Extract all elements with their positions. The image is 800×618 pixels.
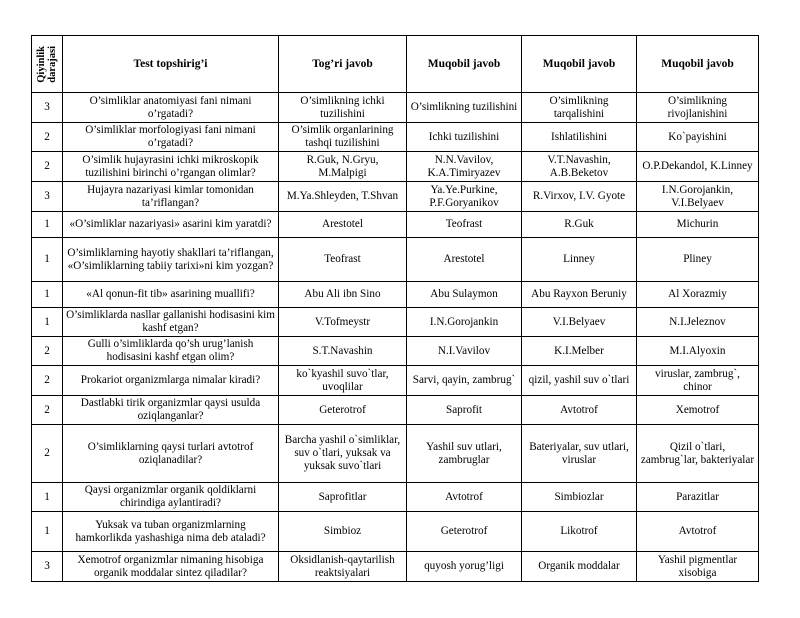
difficulty-cell: 3 [32,552,63,582]
alternative-answer-cell: Ya.Ye.Purkine, P.F.Goryanikov [407,182,522,212]
question-cell: O’simliklar morfologiyasi fani nimani o’rgatadi? [63,123,279,152]
alternative-answer-cell: Al Xorazmiy [637,282,759,308]
alternative-answer-cell: Abu Sulaymon [407,282,522,308]
correct-answer-cell: M.Ya.Shleyden, T.Shvan [279,182,407,212]
difficulty-cell: 2 [32,152,63,182]
alternative-answer-cell: viruslar, zambrug`, chinor [637,366,759,396]
alternative-answer-cell: I.N.Gorojankin [407,308,522,337]
alternative-answer-cell: Parazitlar [637,483,759,512]
question-cell: O’simliklarning qaysi turlari avtotrof oziqlanadilar? [63,425,279,483]
correct-answer-cell: O’simlikning ichki tuzilishini [279,93,407,123]
difficulty-cell: 1 [32,282,63,308]
alternative-answer-cell: N.N.Vavilov, K.A.Timiryazev [407,152,522,182]
question-cell: Gulli o’simliklarda qo’sh urug’lanish hodisasini kashf etgan olim? [63,337,279,366]
difficulty-cell: 3 [32,182,63,212]
alternative-answer-cell: Sarvi, qayin, zambrug` [407,366,522,396]
difficulty-cell: 2 [32,366,63,396]
difficulty-cell: 1 [32,483,63,512]
alternative-answer-cell: Geterotrof [407,512,522,552]
difficulty-cell: 1 [32,212,63,238]
alternative-answer-cell: Pliney [637,238,759,282]
difficulty-cell: 1 [32,238,63,282]
header-alt-3: Muqobil javob [637,36,759,93]
difficulty-cell: 2 [32,337,63,366]
alternative-answer-cell: quyosh yorug’ligi [407,552,522,582]
table-row [32,552,759,582]
correct-answer-cell: Arestotel [279,212,407,238]
difficulty-cell: 1 [32,308,63,337]
question-cell: «O’simliklar nazariyasi» asarini kim yaratdi? [63,212,279,238]
alternative-answer-cell: R.Guk [522,212,637,238]
difficulty-cell: 1 [32,512,63,552]
correct-answer-cell: Simbioz [279,512,407,552]
table-row [32,93,759,123]
correct-answer-cell: Barcha yashil o`simliklar, suv o`tlari, yuksak va yuksak suvo`tlari [279,425,407,483]
header-alt-1: Muqobil javob [407,36,522,93]
correct-answer-cell: Oksidlanish-qaytarilish reaktsiyalari [279,552,407,582]
question-cell: «Al qonun-fit tib» asarining muallifi? [63,282,279,308]
question-cell: O’simliklar anatomiyasi fani nimani o’rgatadi? [63,93,279,123]
table-row [32,337,759,366]
alternative-answer-cell: O’simlikning tuzilishini [407,93,522,123]
header-row [32,36,759,93]
correct-answer-cell: Teofrast [279,238,407,282]
question-cell: Prokariot organizmlarga nimalar kiradi? [63,366,279,396]
alternative-answer-cell: Yashil pigmentlar xisobiga [637,552,759,582]
alternative-answer-cell: Linney [522,238,637,282]
table-row [32,425,759,483]
alternative-answer-cell: Abu Rayxon Beruniy [522,282,637,308]
question-cell: O’simlik hujayrasini ichki mikroskopik tuzilishini birinchi o’rgangan olimlar? [63,152,279,182]
table-row [32,366,759,396]
table-row [32,512,759,552]
alternative-answer-cell: N.I.Vavilov [407,337,522,366]
correct-answer-cell: R.Guk, N.Gryu, M.Malpigi [279,152,407,182]
correct-answer-cell: O’simlik organlarining tashqi tuzilishini [279,123,407,152]
alternative-answer-cell: O’simlikning tarqalishini [522,93,637,123]
question-cell: Xemotrof organizmlar nimaning hisobiga organik moddalar sintez qiladilar? [63,552,279,582]
correct-answer-cell: Geterotrof [279,396,407,425]
alternative-answer-cell: K.I.Melber [522,337,637,366]
alternative-answer-cell: M.I.Alyoxin [637,337,759,366]
alternative-answer-cell: Arestotel [407,238,522,282]
difficulty-cell: 3 [32,93,63,123]
alternative-answer-cell: Teofrast [407,212,522,238]
alternative-answer-cell: V.I.Belyaev [522,308,637,337]
header-correct: Tog’ri javob [279,36,407,93]
question-cell: Yuksak va tuban organizmlarning hamkorlikda yashashiga nima deb ataladi? [63,512,279,552]
alternative-answer-cell: Qizil o`tlari, zambrug`lar, bakteriyalar [637,425,759,483]
correct-answer-cell: S.T.Navashin [279,337,407,366]
alternative-answer-cell: R.Virxov, I.V. Gyote [522,182,637,212]
header-difficulty [32,36,63,93]
table-row [32,238,759,282]
alternative-answer-cell: Ko`payishini [637,123,759,152]
test-table [31,35,759,582]
correct-answer-cell: ko`kyashil suvo`tlar, uvoqlilar [279,366,407,396]
alternative-answer-cell: Likotrof [522,512,637,552]
alternative-answer-cell: V.T.Navashin, A.B.Beketov [522,152,637,182]
alternative-answer-cell: Xemotrof [637,396,759,425]
alternative-answer-cell: Michurin [637,212,759,238]
alternative-answer-cell: Simbiozlar [522,483,637,512]
alternative-answer-cell: Organik moddalar [522,552,637,582]
alternative-answer-cell: N.I.Jeleznov [637,308,759,337]
correct-answer-cell: Saprofitlar [279,483,407,512]
table-row [32,282,759,308]
table-row [32,123,759,152]
difficulty-cell: 2 [32,123,63,152]
table-row [32,308,759,337]
table-row [32,182,759,212]
alternative-answer-cell: Yashil suv utlari, zambruglar [407,425,522,483]
question-cell: O’simliklarda nasllar gallanishi hodisasini kim kashf etgan? [63,308,279,337]
alternative-answer-cell: Avtotrof [522,396,637,425]
alternative-answer-cell: Bateriyalar, suv utlari, viruslar [522,425,637,483]
alternative-answer-cell: Ichki tuzilishini [407,123,522,152]
alternative-answer-cell: Saprofit [407,396,522,425]
header-alt-2: Muqobil javob [522,36,637,93]
question-cell: Qaysi organizmlar organik qoldiklarni chirindiga aylantiradi? [63,483,279,512]
question-cell: Dastlabki tirik organizmlar qaysi usulda oziqlanganlar? [63,396,279,425]
alternative-answer-cell: Avtotrof [637,512,759,552]
alternative-answer-cell: I.N.Gorojankin, V.I.Belyaev [637,182,759,212]
question-cell: O’simliklarning hayotiy shakllari ta’riflangan, «O’simliklarning tabiiy tarixi»ni kim yozgan? [63,238,279,282]
table-row [32,212,759,238]
table-row [32,396,759,425]
correct-answer-cell: Abu Ali ibn Sino [279,282,407,308]
alternative-answer-cell: qizil, yashil suv o`tlari [522,366,637,396]
correct-answer-cell: V.Tofmeystr [279,308,407,337]
header-task: Test topshirig’i [63,36,279,93]
difficulty-cell: 2 [32,425,63,483]
alternative-answer-cell: O.P.Dekandol, K.Linney [637,152,759,182]
alternative-answer-cell: Avtotrof [407,483,522,512]
alternative-answer-cell: Ishlatilishini [522,123,637,152]
question-cell: Hujayra nazariyasi kimlar tomonidan ta’riflangan? [63,182,279,212]
table-row [32,483,759,512]
header-difficulty-label: Qiyinlik darajasi [36,45,58,83]
difficulty-cell: 2 [32,396,63,425]
table-row [32,152,759,182]
alternative-answer-cell: O’simlikning rivojlanishini [637,93,759,123]
